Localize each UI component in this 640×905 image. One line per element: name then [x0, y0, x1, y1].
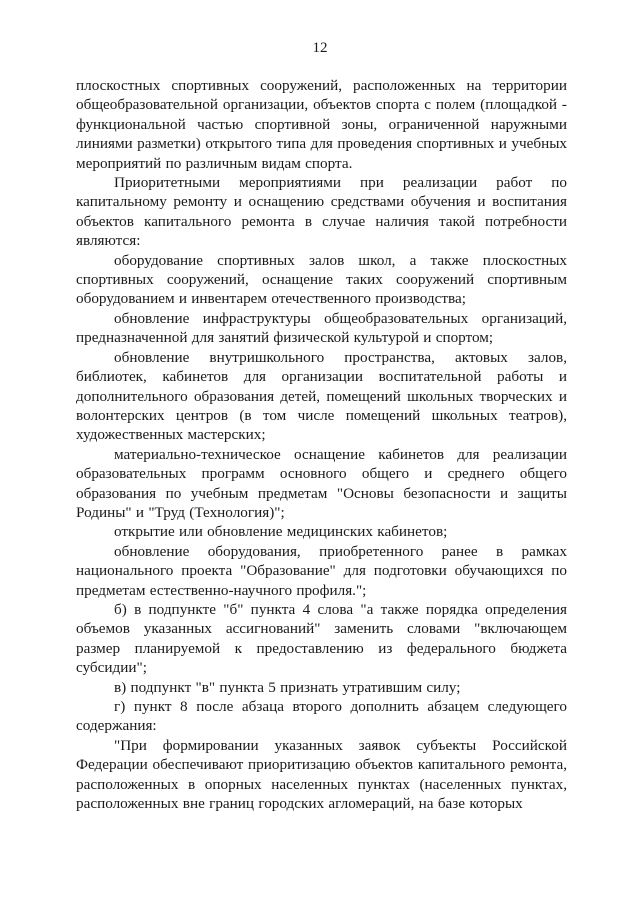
paragraph-priority-measures: Приоритетными мероприятиями при реализации работ по капитальному ремонту и оснащению средствами обучения и воспитания объектов капитального ремонта в случае наличия такой потребности являются:	[76, 174, 567, 250]
paragraph-equipment-update: обновление оборудования, приобретенного ранее в рамках национального проекта "Образование" для подготовки обучающихся по предметам естественно-научного профиля.";	[76, 542, 567, 599]
paragraph-subpoint-g: г) пункт 8 после абзаца второго дополнить абзацем следующего содержания:	[76, 698, 567, 735]
page-number: 12	[312, 40, 328, 56]
document-body	[76, 76, 567, 813]
paragraph-subpoint-b: б) в подпункте "б" пункта 4 слова "а также порядка определения объемов указанных ассигнований" заменить словами "включающем размер планируемой к предоставлению из федерального бюджета субсидии";	[76, 600, 567, 677]
paragraph-subpoint-v: в) подпункт "в" пункта 5 признать утратившим силу;	[114, 678, 461, 696]
paragraph-sports-halls: оборудование спортивных залов школ, а также плоскостных спортивных сооружений, оснащение таких сооружений спортивным оборудованием и инвентарем отечественного производства;	[76, 251, 567, 308]
paragraph-medical-rooms: открытие или обновление медицинских кабинетов;	[114, 523, 448, 541]
paragraph-infrastructure: обновление инфраструктуры общеобразовательных организаций, предназначенной для занятий физической культурой и спортом;	[76, 309, 567, 347]
paragraph-school-space: обновление внутришкольного пространства, актовых залов, библиотек, кабинетов для организации воспитательной работы и дополнительного образования детей, помещений школьных творческих и волонтерских центров (в том числе помещений школьных театров), художественных мастерских;	[76, 348, 567, 444]
paragraph-continuation: плоскостных спортивных сооружений, расположенных на территории общеобразовательной организации, объектов спорта с полем (площадкой - функциональной частью спортивной зоны, ограниченной наружными линиями разметки) открытого типа для проведения спортивных и учебных мероприятий по различным видам спорта.	[76, 77, 567, 172]
paragraph-equipment-classrooms: материально-техническое оснащение кабинетов для реализации образовательных программ основного общего и среднего общего образования по учебным предметам "Основы безопасности и защиты Родины" и "Труд (Технология)";	[76, 445, 567, 521]
paragraph-quoted-insertion: "При формировании указанных заявок субъекты Российской Федерации обеспечивают приоритизацию объектов капитального ремонта, расположенных в опорных населенных пунктах (населенных пунктах, расположенных вне границ городских агломераций, на базе которых	[76, 736, 567, 813]
